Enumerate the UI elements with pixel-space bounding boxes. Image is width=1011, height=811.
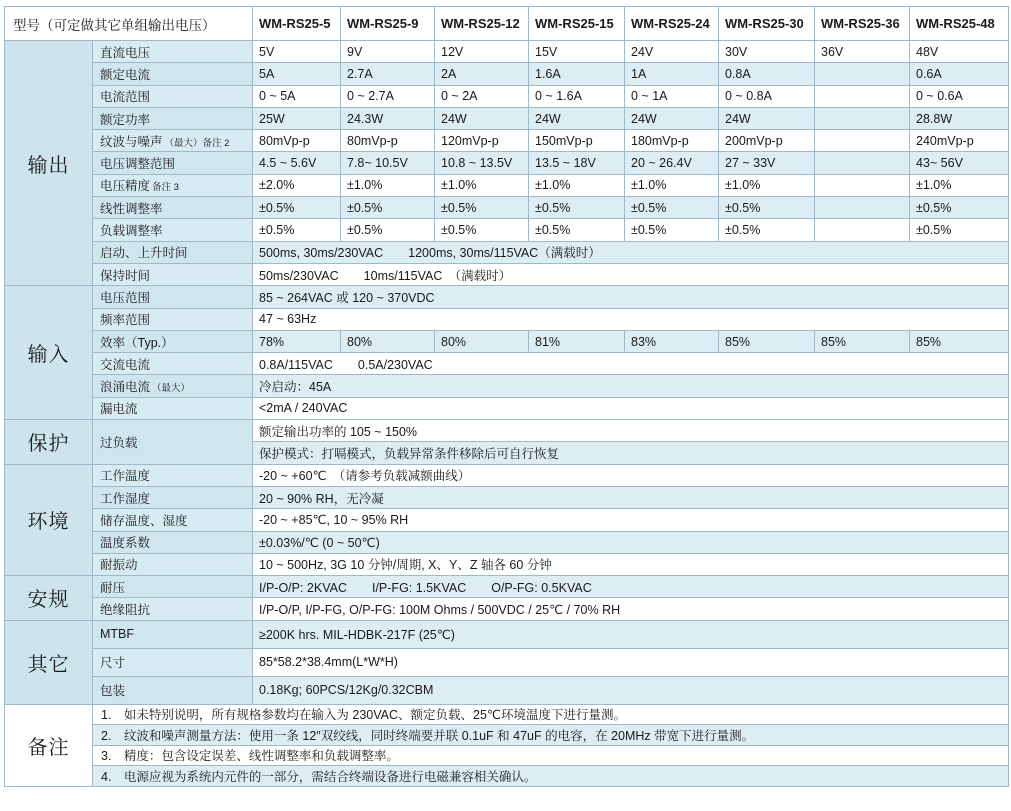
- model-label: 型号（可定做其它单组输出电压）: [5, 7, 253, 41]
- value-cell: ±1.0%: [625, 174, 719, 196]
- value-cell: 50ms/230VAC 10ms/115VAC （满载时）: [253, 263, 1009, 285]
- value-cell: ±0.5%: [910, 197, 1009, 219]
- param-label: MTBF: [93, 620, 253, 648]
- value-cell: 7.8~ 10.5V: [341, 152, 435, 174]
- value-cell: ±0.5%: [435, 219, 529, 241]
- value-cell: 240mVp-p: [910, 130, 1009, 152]
- value-cell: 10.8 ~ 13.5V: [435, 152, 529, 174]
- value-cell: 28.8W: [910, 107, 1009, 129]
- value-cell: 24V: [625, 41, 719, 63]
- category-output: 输出: [5, 41, 93, 286]
- table-row: [5, 598, 1009, 620]
- table-row: [5, 308, 1009, 330]
- value-cell: [815, 107, 910, 129]
- table-row: [5, 152, 1009, 174]
- value-cell: ±0.5%: [341, 219, 435, 241]
- value-cell: <2mA / 240VAC: [253, 397, 1009, 419]
- param-label: 储存温度、湿度: [93, 509, 253, 531]
- value-cell: 85%: [815, 330, 910, 352]
- param-label: 包装: [93, 676, 253, 704]
- note-item: 4. 电源应视为系统内元件的一部分，需结合终端设备进行电磁兼容相关确认。: [93, 766, 1009, 787]
- table-row: [5, 107, 1009, 129]
- value-cell: 0 ~ 2A: [435, 85, 529, 107]
- value-cell: -20 ~ +60℃ （请参考负载减额曲线）: [253, 464, 1009, 486]
- value-cell: 83%: [625, 330, 719, 352]
- value-cell: 500ms, 30ms/230VAC 1200ms, 30ms/115VAC（满载时）: [253, 241, 1009, 263]
- table-row: [5, 745, 1009, 766]
- value-cell: 24W: [719, 107, 815, 129]
- value-cell: 47 ~ 63Hz: [253, 308, 1009, 330]
- value-cell: 78%: [253, 330, 341, 352]
- table-row: [5, 41, 1009, 63]
- value-cell: ±0.5%: [341, 197, 435, 219]
- value-cell: ±1.0%: [910, 174, 1009, 196]
- value-cell: 24W: [625, 107, 719, 129]
- value-cell: 0.8A/115VAC 0.5A/230VAC: [253, 353, 1009, 375]
- spec-table: [4, 6, 1009, 787]
- value-cell: 0 ~ 1.6A: [529, 85, 625, 107]
- param-label: [93, 174, 253, 196]
- value-cell: ±0.5%: [625, 197, 719, 219]
- table-row: [5, 286, 1009, 308]
- value-cell: ±0.5%: [529, 219, 625, 241]
- value-cell: 保护模式：打嗝模式，负载异常条件移除后可自行恢复: [253, 442, 1009, 464]
- table-row: [5, 576, 1009, 598]
- param-label: 交流电流: [93, 353, 253, 375]
- param-label: 过负载: [93, 420, 253, 465]
- value-cell: 15V: [529, 41, 625, 63]
- value-cell: 5A: [253, 63, 341, 85]
- param-label: 工作湿度: [93, 486, 253, 508]
- value-cell: ±0.5%: [719, 197, 815, 219]
- param-label: 直流电压: [93, 41, 253, 63]
- category-environment: 环境: [5, 464, 93, 575]
- table-row: [5, 553, 1009, 575]
- value-cell: 24W: [529, 107, 625, 129]
- value-cell: 85 ~ 264VAC 或 120 ~ 370VDC: [253, 286, 1009, 308]
- value-cell: ±1.0%: [529, 174, 625, 196]
- value-cell: 80mVp-p: [253, 130, 341, 152]
- note-item: 1. 如未特别说明，所有规格参数均在输入为 230VAC、额定负载、25℃环境温度下进行量测。: [93, 704, 1009, 725]
- value-cell: 0 ~ 0.6A: [910, 85, 1009, 107]
- param-label: 额定功率: [93, 107, 253, 129]
- table-row: [5, 174, 1009, 196]
- value-cell: 85%: [910, 330, 1009, 352]
- category-notes: 备注: [5, 704, 93, 786]
- value-cell: [815, 152, 910, 174]
- param-note: 备注 3: [152, 182, 179, 194]
- value-cell: [815, 63, 910, 85]
- param-label: 启动、上升时间: [93, 241, 253, 263]
- value-cell: 24W: [435, 107, 529, 129]
- value-cell: I/P-O/P, I/P-FG, O/P-FG: 100M Ohms / 500VDC / 25℃ / 70% RH: [253, 598, 1009, 620]
- value-cell: 冷启动：45A: [253, 375, 1009, 397]
- value-cell: 120mVp-p: [435, 130, 529, 152]
- param-label: 温度系数: [93, 531, 253, 553]
- value-cell: ±0.5%: [719, 219, 815, 241]
- value-cell: [815, 219, 910, 241]
- value-cell: [815, 174, 910, 196]
- value-cell: [815, 85, 910, 107]
- value-cell: 0 ~ 5A: [253, 85, 341, 107]
- value-cell: 24.3W: [341, 107, 435, 129]
- value-cell: 0.18Kg; 60PCS/12Kg/0.32CBM: [253, 676, 1009, 704]
- table-row: [5, 63, 1009, 85]
- table-row: [5, 464, 1009, 486]
- value-cell: 43~ 56V: [910, 152, 1009, 174]
- model-name: WM-RS25-24: [625, 7, 719, 41]
- value-cell: ≥200K hrs. MIL-HDBK-217F (25℃): [253, 620, 1009, 648]
- table-row: [5, 531, 1009, 553]
- table-row: [5, 241, 1009, 263]
- table-row: [5, 130, 1009, 152]
- value-cell: ±1.0%: [435, 174, 529, 196]
- param-label: [93, 375, 253, 397]
- table-row: [5, 197, 1009, 219]
- param-label: 线性调整率: [93, 197, 253, 219]
- value-cell: 5V: [253, 41, 341, 63]
- value-cell: 0 ~ 0.8A: [719, 85, 815, 107]
- table-row: [5, 219, 1009, 241]
- model-name: WM-RS25-9: [341, 7, 435, 41]
- value-cell: 48V: [910, 41, 1009, 63]
- table-row: [5, 766, 1009, 787]
- value-cell: 80%: [435, 330, 529, 352]
- category-protection: 保护: [5, 420, 93, 465]
- model-name: WM-RS25-48: [910, 7, 1009, 41]
- param-label: 漏电流: [93, 397, 253, 419]
- param-label: 耐振动: [93, 553, 253, 575]
- value-cell: 4.5 ~ 5.6V: [253, 152, 341, 174]
- table-row: [5, 353, 1009, 375]
- table-row: [5, 509, 1009, 531]
- param-label: 耐压: [93, 576, 253, 598]
- category-input: 输入: [5, 286, 93, 420]
- model-name: WM-RS25-5: [253, 7, 341, 41]
- value-cell: 180mVp-p: [625, 130, 719, 152]
- param-label: 负载调整率: [93, 219, 253, 241]
- value-cell: 25W: [253, 107, 341, 129]
- table-row: [5, 648, 1009, 676]
- param-label-text: 浪涌电流: [100, 380, 151, 395]
- table-row: [5, 397, 1009, 419]
- category-other: 其它: [5, 620, 93, 704]
- model-name: WM-RS25-15: [529, 7, 625, 41]
- value-cell: 27 ~ 33V: [719, 152, 815, 174]
- value-cell: ±0.5%: [625, 219, 719, 241]
- value-cell: ±0.03%/℃ (0 ~ 50℃): [253, 531, 1009, 553]
- model-name: WM-RS25-12: [435, 7, 529, 41]
- value-cell: 200mVp-p: [719, 130, 815, 152]
- value-cell: 80mVp-p: [341, 130, 435, 152]
- value-cell: 额定输出功率的 105 ~ 150%: [253, 420, 1009, 442]
- value-cell: 2.7A: [341, 63, 435, 85]
- param-note: （最大）备注 2: [164, 137, 230, 149]
- value-cell: ±0.5%: [529, 197, 625, 219]
- value-cell: 13.5 ~ 18V: [529, 152, 625, 174]
- value-cell: 20 ~ 90% RH，无冷凝: [253, 486, 1009, 508]
- table-row: [5, 486, 1009, 508]
- value-cell: -20 ~ +85℃, 10 ~ 95% RH: [253, 509, 1009, 531]
- value-cell: ±0.5%: [253, 219, 341, 241]
- value-cell: ±0.5%: [253, 197, 341, 219]
- param-label: 工作温度: [93, 464, 253, 486]
- param-note: （最大）: [152, 383, 191, 395]
- note-item: 2. 纹波和噪声测量方法：使用一条 12″双绞线，同时终端要并联 0.1uF 和 47uF 的电容，在 20MHz 带宽下进行量测。: [93, 725, 1009, 746]
- category-safety: 安规: [5, 576, 93, 621]
- param-label: 额定电流: [93, 63, 253, 85]
- table-row: [5, 704, 1009, 725]
- value-cell: 10 ~ 500Hz, 3G 10 分钟/周期, X、Y、Z 轴各 60 分钟: [253, 553, 1009, 575]
- param-label-text: 纹波与噪声: [100, 134, 163, 149]
- table-row: [5, 676, 1009, 704]
- value-cell: 0.8A: [719, 63, 815, 85]
- param-label: 电压范围: [93, 286, 253, 308]
- value-cell: 30V: [719, 41, 815, 63]
- value-cell: 0.6A: [910, 63, 1009, 85]
- value-cell: [815, 130, 910, 152]
- value-cell: 36V: [815, 41, 910, 63]
- value-cell: 85*58.2*38.4mm(L*W*H): [253, 648, 1009, 676]
- param-label: 电流范围: [93, 85, 253, 107]
- value-cell: [815, 197, 910, 219]
- note-item: 3. 精度：包含设定误差、线性调整率和负载调整率。: [93, 745, 1009, 766]
- value-cell: 20 ~ 26.4V: [625, 152, 719, 174]
- value-cell: 1.6A: [529, 63, 625, 85]
- table-row: [5, 263, 1009, 285]
- value-cell: 2A: [435, 63, 529, 85]
- value-cell: 0 ~ 2.7A: [341, 85, 435, 107]
- value-cell: 85%: [719, 330, 815, 352]
- value-cell: ±1.0%: [719, 174, 815, 196]
- table-row: [5, 330, 1009, 352]
- value-cell: ±0.5%: [910, 219, 1009, 241]
- param-label: 保持时间: [93, 263, 253, 285]
- param-label: 尺寸: [93, 648, 253, 676]
- value-cell: 81%: [529, 330, 625, 352]
- value-cell: ±0.5%: [435, 197, 529, 219]
- value-cell: ±2.0%: [253, 174, 341, 196]
- table-row: [5, 375, 1009, 397]
- model-name: WM-RS25-36: [815, 7, 910, 41]
- value-cell: 0 ~ 1A: [625, 85, 719, 107]
- value-cell: 150mVp-p: [529, 130, 625, 152]
- param-label: 频率范围: [93, 308, 253, 330]
- header-row: [5, 7, 1009, 41]
- value-cell: I/P-O/P: 2KVAC I/P-FG: 1.5KVAC O/P-FG: 0.5KVAC: [253, 576, 1009, 598]
- param-label: 效率（Typ.）: [93, 330, 253, 352]
- param-label: 绝缘阻抗: [93, 598, 253, 620]
- value-cell: 1A: [625, 63, 719, 85]
- model-name: WM-RS25-30: [719, 7, 815, 41]
- param-label: 电压调整范围: [93, 152, 253, 174]
- table-row: [5, 725, 1009, 746]
- value-cell: 9V: [341, 41, 435, 63]
- param-label-text: 电压精度: [100, 179, 151, 194]
- table-row: [5, 85, 1009, 107]
- value-cell: 80%: [341, 330, 435, 352]
- value-cell: 12V: [435, 41, 529, 63]
- table-row: [5, 620, 1009, 648]
- table-row: [5, 420, 1009, 442]
- value-cell: ±1.0%: [341, 174, 435, 196]
- param-label: [93, 130, 253, 152]
